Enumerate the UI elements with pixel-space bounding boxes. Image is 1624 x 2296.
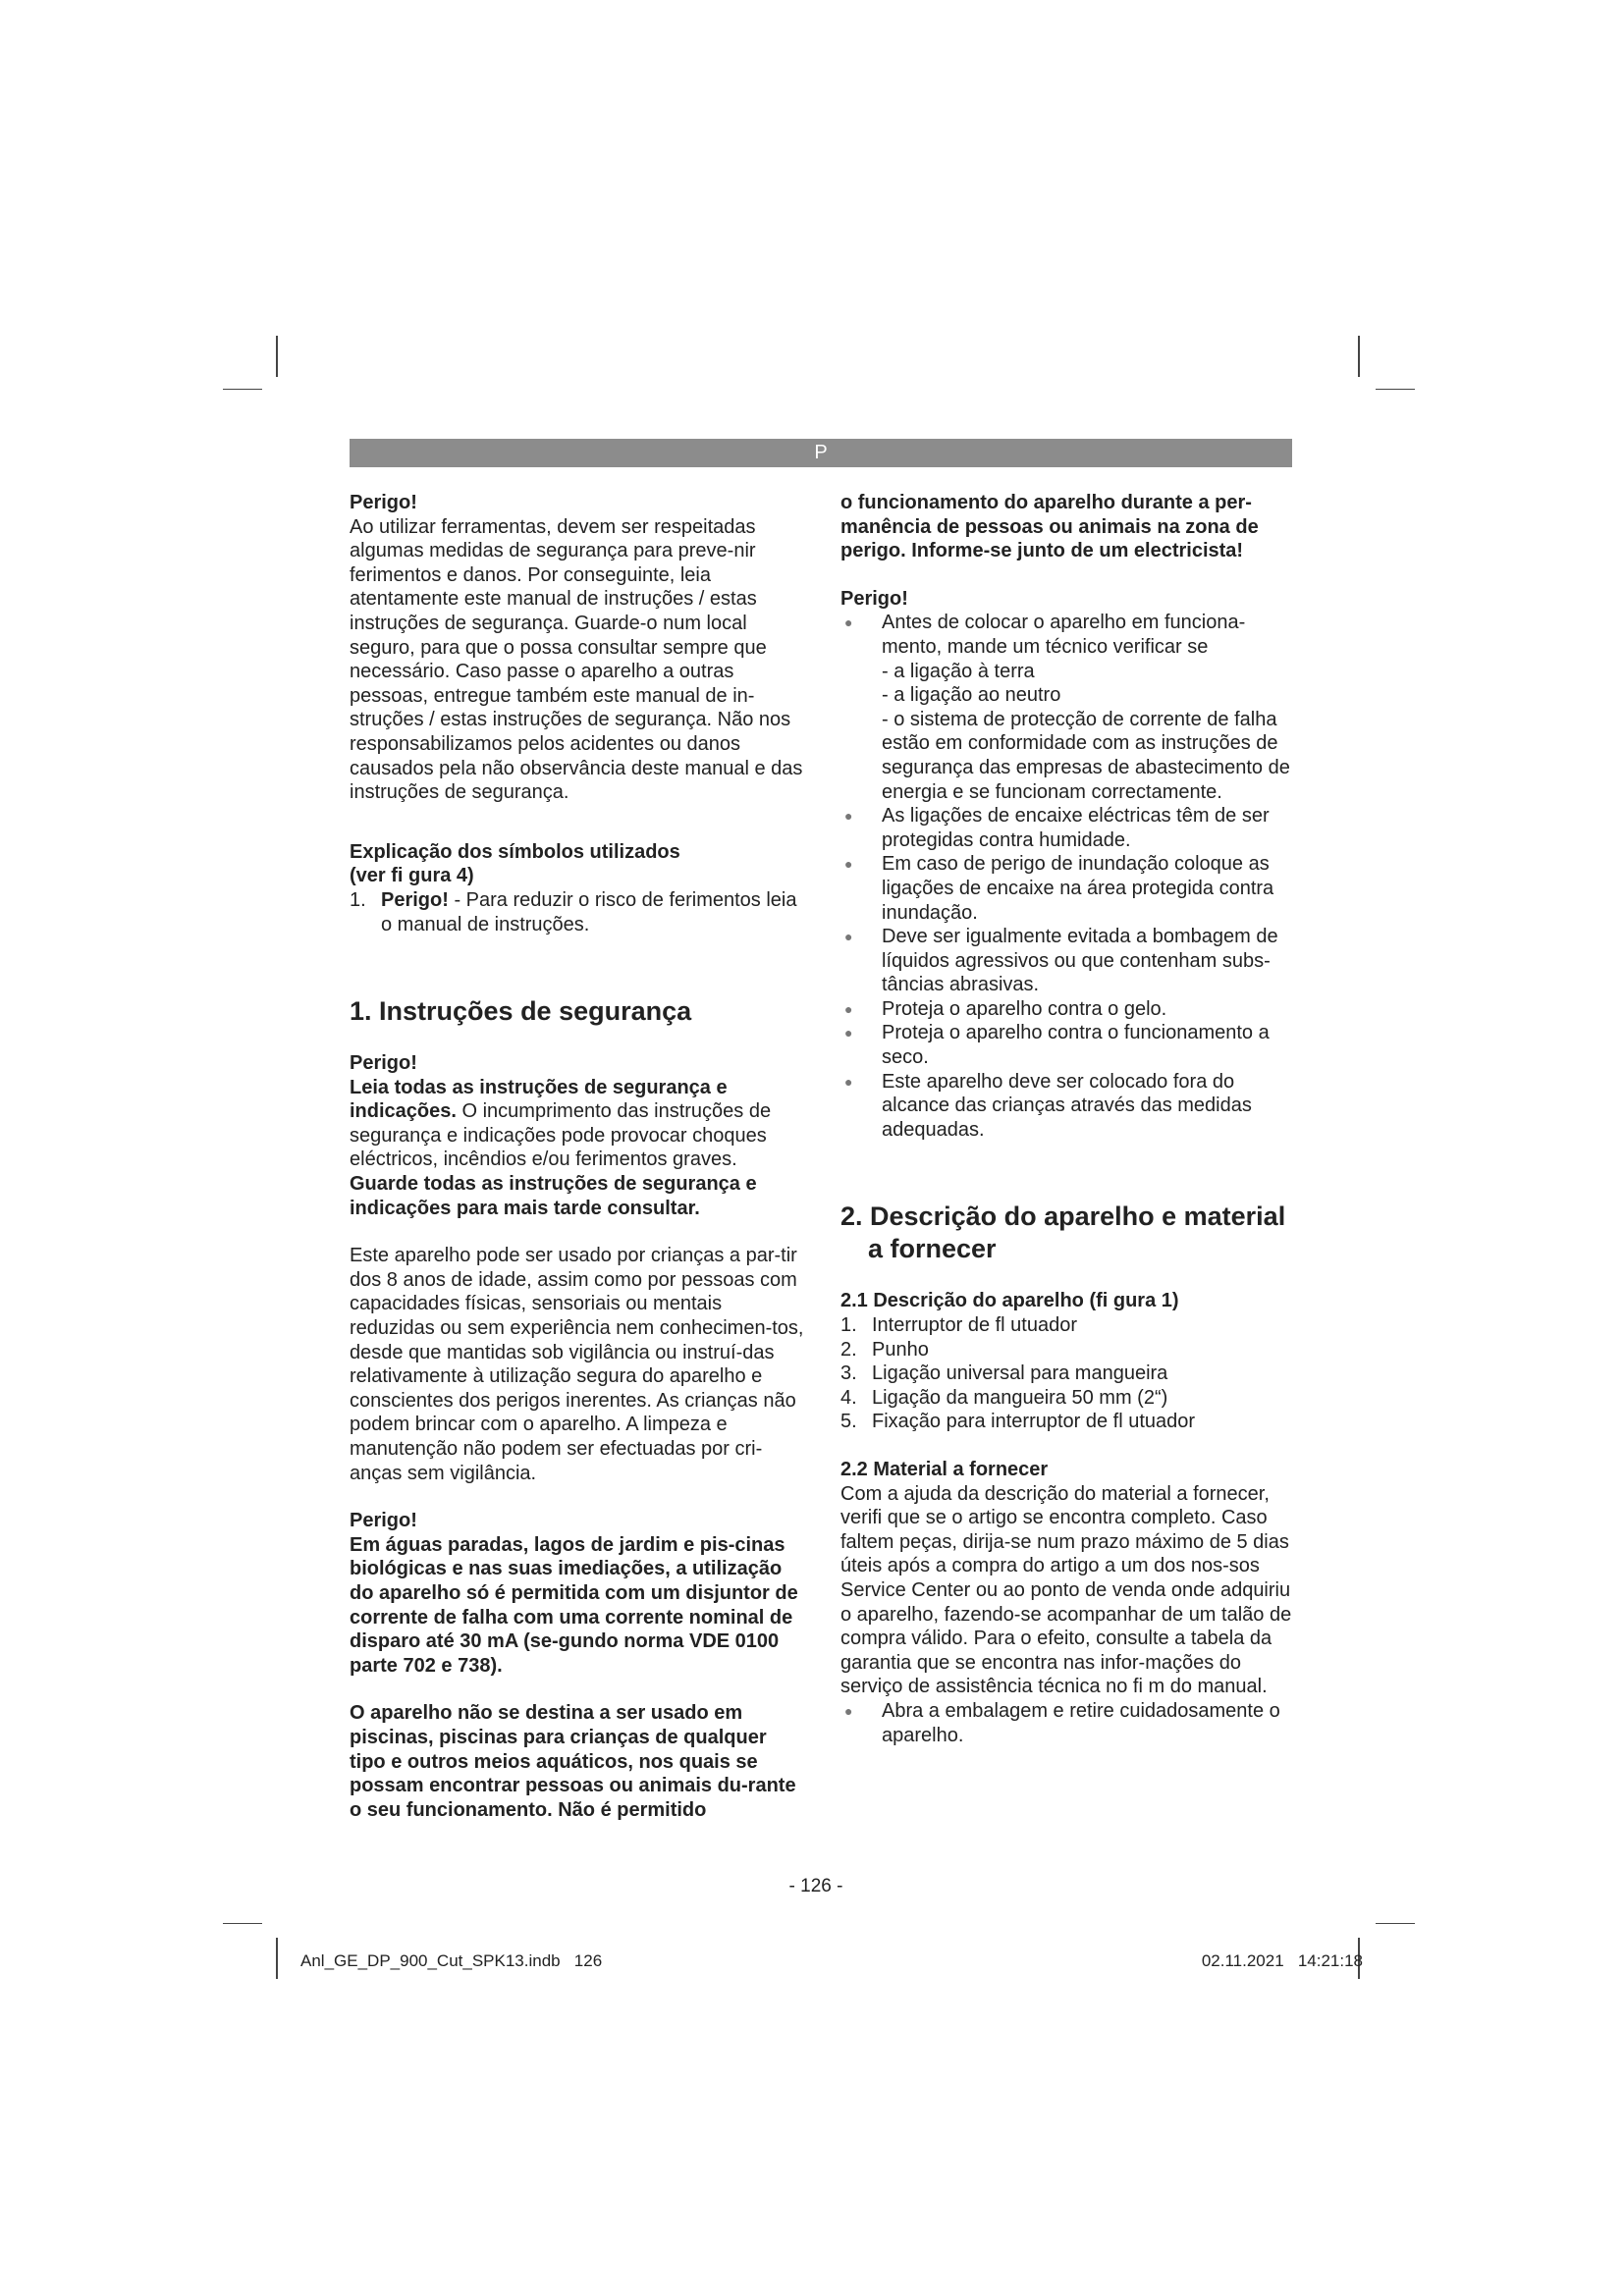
- bullet-text: Antes de colocar o aparelho em funciona-mento, mande um técnico verificar se: [882, 612, 1246, 658]
- left-column: [350, 491, 805, 1822]
- supply-paragraph: Com a ajuda da descrição do material a fornecer, verifi que se o artigo se encontra completo. Caso faltem peças, dirija-se num prazo máximo de 5 dias úteis após a compra do artigo a um dos nos-sos Service Center ou ao ponto de venda onde adquiriu o aparelho, fazendo-se acompanhar de um talão de compra válido. Para o efeito, consulte a tabela da garantia que se encontra nas infor-mações do serviço de assistência técnica no fi m do manual.: [840, 1482, 1292, 1698]
- list-item-text: Ligação universal para mangueira: [872, 1362, 1168, 1385]
- bullet-subitem: - a ligação ao neutro: [882, 684, 1061, 707]
- date-slug: 02.11.2021 14:21:18: [1201, 1951, 1363, 1970]
- danger-paragraph: Em águas paradas, lagos de jardim e pis-cinas biológicas e nas suas imediações, a utilização do aparelho só é permitida com um disjuntor de corrente de falha com uma corrente nominal de disparo até 30 mA (se-gundo norma VDE 0100 parte 702 e 738).: [350, 1533, 798, 1677]
- subsection-2-2-title: 2.2 Material a fornecer: [840, 1459, 1049, 1480]
- language-header-bar: P: [350, 439, 1292, 467]
- list-item-text: Fixação para interruptor de fl utuador: [872, 1411, 1196, 1433]
- bullet-text: Em caso de perigo de inundação coloque as ligações de encaixe na área protegida contra inundação.: [882, 853, 1274, 924]
- list-item-number: 2.: [840, 1338, 857, 1361]
- symbol-item-bold: Perigo!: [381, 888, 449, 911]
- danger-title: Perigo!: [840, 587, 908, 610]
- bullet-icon: ●: [844, 929, 853, 945]
- bullet-text: Proteja o aparelho contra o funcionamento a seco.: [882, 1022, 1270, 1069]
- bullet-item: [840, 1699, 1296, 1747]
- bullet-item: [840, 925, 1296, 997]
- danger-paragraph: Ao utilizar ferramentas, devem ser respeitadas algumas medidas de segurança para preve-nir ferimentos e danos. Por conseguinte, leia atentamente este manual de instruções / estas instruções de segurança. Guarde-o num local seguro, para que o possa consultar sempre que necessário. Caso passe o aparelho a outras pessoas, entregue também este manual de in-struções / estas instruções de segurança. Não nos responsabilizamos pelos acidentes ou danos causados pela não observância deste manual e das instruções de segurança.: [350, 515, 803, 804]
- bullet-icon: ●: [844, 856, 853, 873]
- list-item-number: 5.: [840, 1411, 857, 1433]
- danger-title: Perigo!: [350, 1052, 417, 1075]
- symbol-item-text: - Para reduzir o risco de ferimentos leia o manual de instruções.: [381, 888, 797, 935]
- parts-list: [840, 1313, 1296, 1434]
- list-item: [840, 1313, 1296, 1338]
- pool-warning-continued: o funcionamento do aparelho durante a per-manência de pessoas ou animais na zona de perigo. Informe-se junto de um electricista!: [840, 492, 1259, 562]
- bullet-icon: ●: [844, 1702, 853, 1719]
- bullet-item: [840, 804, 1296, 852]
- list-item: [840, 1362, 1296, 1386]
- keep-instructions-text: Guarde todas as instruções de segurança e indicações para mais tarde consultar.: [350, 1173, 757, 1219]
- bullet-item: [840, 997, 1296, 1022]
- symbols-heading-figure: (ver fi gura 4): [350, 865, 474, 887]
- list-item-number: 4.: [840, 1386, 857, 1409]
- crop-mark: [223, 1923, 262, 1924]
- bullet-icon: ●: [844, 1073, 853, 1090]
- symbol-item: [350, 888, 805, 936]
- bullet-icon: ●: [844, 1000, 853, 1017]
- list-item: [840, 1410, 1296, 1434]
- bullet-icon: ●: [844, 1025, 853, 1041]
- symbol-item-content: [381, 888, 805, 936]
- list-item: [840, 1386, 1296, 1411]
- list-item: [840, 1338, 1296, 1362]
- section-2-title: 2. Descrição do aparelho e material: [840, 1201, 1286, 1232]
- bullet-icon: ●: [844, 614, 853, 631]
- bullet-icon: ●: [844, 808, 853, 825]
- danger-bold-text: Leia todas as instruções de segurança e indicações.: [350, 1076, 728, 1123]
- crop-mark: [276, 336, 278, 377]
- danger-paragraph: [350, 1076, 805, 1172]
- crop-mark: [223, 389, 262, 390]
- bullet-subitem: - a ligação à terra: [882, 660, 1035, 682]
- crop-mark: [1376, 1923, 1415, 1924]
- file-slug: Anl_GE_DP_900_Cut_SPK13.indb 126: [300, 1951, 603, 1970]
- bullet-text: Abra a embalagem e retire cuidadosamente o aparelho.: [882, 1699, 1280, 1746]
- section-1-title: 1. Instruções de segurança: [350, 996, 692, 1027]
- bullet-text: Proteja o aparelho contra o gelo.: [882, 997, 1167, 1020]
- bullet-item: [840, 611, 1296, 804]
- bullet-item: [840, 852, 1296, 925]
- page-number: - 126 -: [788, 1876, 843, 1896]
- danger-title: Perigo!: [350, 492, 417, 513]
- bullet-text: As ligações de encaixe eléctricas têm de ser protegidas contra humidade.: [882, 805, 1270, 851]
- symbols-heading: Explicação dos símbolos utilizados: [350, 840, 680, 863]
- list-item-text: Punho: [872, 1338, 929, 1361]
- crop-mark: [1376, 389, 1415, 390]
- children-paragraph: Este aparelho pode ser usado por crianças a par-tir dos 8 anos de idade, assim como por pessoas com capacidades físicas, sensoriais ou mentais reduzidas ou sem experiência nem conhecimen-tos, desde que mantidas sob vigilância ou instruí-das relativamente à utilização segura do aparelho e conscientes dos perigos inerentes. As crianças não podem brincar com o aparelho. A limpeza e manutenção não podem ser efectuadas por cri-anças sem vigilância.: [350, 1245, 804, 1484]
- danger-title: Perigo!: [350, 1510, 417, 1532]
- list-item-text: Interruptor de fl utuador: [872, 1314, 1078, 1337]
- pool-warning-paragraph: O aparelho não se destina a ser usado em piscinas, piscinas para crianças de qualquer tipo e outros meios aquáticos, nos quais se possam encontrar pessoas ou animais du-rante o seu funcionamento. Não é permitido: [350, 1702, 796, 1821]
- section-2-title-cont: a fornecer: [868, 1234, 997, 1264]
- bullet-text: Este aparelho deve ser colocado fora do alcance das crianças através das medidas adequadas.: [882, 1070, 1252, 1141]
- symbol-item-number: 1.: [350, 888, 366, 911]
- crop-mark: [276, 1938, 278, 1979]
- bullet-item: [840, 1070, 1296, 1143]
- crop-mark: [1358, 336, 1360, 377]
- right-column: [840, 491, 1296, 1747]
- list-item-number: 1.: [840, 1314, 857, 1337]
- bullet-item: [840, 1021, 1296, 1069]
- danger-text: O incumprimento das instruções de segurança e indicações pode provocar choques eléctricos, incêndios e/ou ferimentos graves.: [350, 1100, 772, 1171]
- bullet-subitem: - o sistema de protecção de corrente de falha estão em conformidade com as instruções de segurança das empresas de abastecimento de energia e se funcionam correctamente.: [882, 708, 1290, 803]
- list-item-text: Ligação da mangueira 50 mm (2“): [872, 1386, 1168, 1409]
- bullet-text: Deve ser igualmente evitada a bombagem de líquidos agressivos ou que contenham subs-tâncias abrasivas.: [882, 926, 1278, 996]
- subsection-2-1-title: 2.1 Descrição do aparelho (fi gura 1): [840, 1290, 1179, 1312]
- list-item-number: 3.: [840, 1362, 857, 1385]
